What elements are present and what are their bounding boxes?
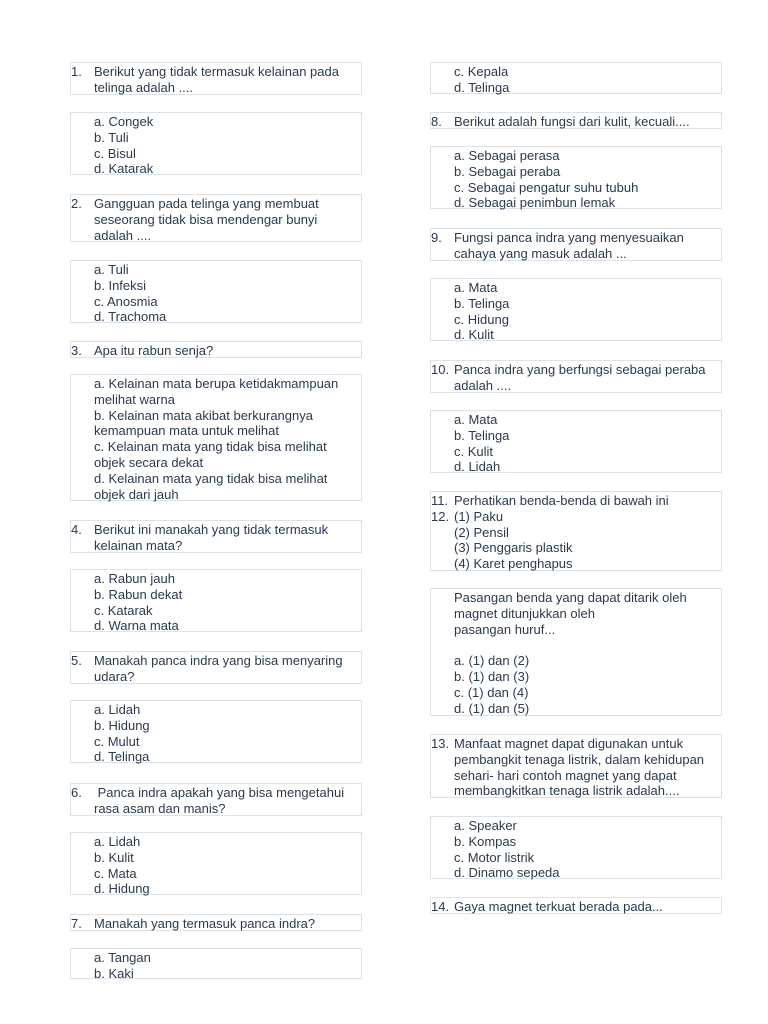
question-13	[430, 734, 722, 798]
list-item: (3) Penggaris plastik	[454, 540, 573, 556]
option-item: a. Speaker	[454, 818, 517, 833]
option-item: c. Mata	[94, 865, 137, 881]
option-item: a. Tuli	[94, 262, 129, 277]
text-line: c. (1) dan (4)	[454, 684, 529, 700]
question-text: Panca indra apakah yang bisa mengetahui rasa asam dan manis?	[94, 785, 348, 816]
question-3	[70, 341, 362, 358]
option-item: d. Sebagai penimbun lemak	[454, 195, 616, 211]
question-text: Gangguan pada telinga yang membuat seseorang tidak bisa mendengar bunyi adalah ....	[94, 196, 323, 243]
question-number: 12.	[431, 509, 450, 524]
question-number: 6.	[71, 785, 82, 800]
question-2	[70, 194, 362, 242]
option-item: c. Bisul	[94, 145, 136, 161]
question-number: 13.	[431, 736, 450, 751]
option-item: a. Tangan	[94, 950, 151, 965]
option-item: b. Telinga	[454, 427, 510, 443]
question-12-body	[430, 588, 722, 716]
option-item: d. Katarak	[94, 161, 154, 177]
option-item: b. Sebagai peraba	[454, 163, 561, 179]
question-number: 10.	[431, 362, 450, 377]
option-item: c. Hidung	[454, 311, 509, 327]
question-text: Manfaat magnet dapat digunakan untuk pembangkit tenaga listrik, dalam kehidupan sehari- hari contoh magnet yang dapat membangkitkan tenaga listrik adalah....	[454, 736, 708, 799]
question-5	[70, 651, 362, 684]
option-item: b. Rabun dekat	[94, 586, 183, 602]
question-number: 9.	[431, 230, 442, 245]
options-4	[70, 569, 362, 632]
question-number: 1.	[71, 64, 82, 79]
option-item: c. Kulit	[454, 443, 494, 459]
option-item: c. Katarak	[94, 602, 153, 618]
text-line: a. (1) dan (2)	[454, 653, 530, 669]
text-line: Pasangan benda yang dapat ditarik oleh magnet ditunjukkan oleh	[454, 590, 691, 621]
option-item: b. Kaki	[94, 965, 134, 981]
option-item: c. Kepala	[454, 64, 509, 79]
option-item: b. Infeksi	[94, 277, 147, 293]
option-item: d. Warna mata	[94, 618, 179, 634]
question-number: 7.	[71, 916, 82, 931]
option-item: d. Hidung	[94, 881, 150, 897]
options-9	[430, 278, 722, 341]
option-item: d. Kulit	[454, 327, 494, 343]
option-item: a. Kelainan mata berupa ketidakmampuan melihat warna	[94, 376, 342, 407]
question-number: 14.	[431, 899, 450, 914]
list-item: (2) Pensil	[454, 524, 509, 540]
option-item: b. Hidung	[94, 717, 150, 733]
option-item: a. Lidah	[94, 702, 141, 717]
options-6	[70, 832, 362, 895]
question-text: Berikut yang tidak termasuk kelainan pada telinga adalah ....	[94, 64, 343, 95]
option-item: a. Rabun jauh	[94, 571, 175, 586]
option-item: c. Sebagai pengatur suhu tubuh	[454, 179, 639, 195]
question-text: Perhatikan benda-benda di bawah ini	[454, 493, 669, 508]
option-item: b. Kulit	[94, 849, 134, 865]
option-item: d. Kelainan mata yang tidak bisa melihat objek dari jauh	[94, 470, 332, 502]
option-item: d. Trachoma	[94, 309, 167, 325]
question-number: 11.	[431, 493, 449, 508]
options-8	[430, 146, 722, 209]
option-item: a. Congek	[94, 114, 154, 129]
option-item: d. Lidah	[454, 459, 501, 475]
question-1	[70, 62, 362, 95]
text-line: d. (1) dan (5)	[454, 700, 530, 716]
option-item: c. Anosmia	[94, 293, 158, 309]
question-text: Berikut adalah fungsi dari kulit, kecuali....	[454, 114, 690, 129]
question-6	[70, 783, 362, 816]
question-text: Fungsi panca indra yang menyesuaikan cahaya yang masuk adalah ...	[454, 230, 688, 261]
options-3	[70, 374, 362, 501]
options-7	[70, 948, 362, 979]
question-text: Manakah yang termasuk panca indra?	[94, 916, 316, 931]
question-text: Berikut ini manakah yang tidak termasuk kelainan mata?	[94, 522, 332, 553]
option-item: a. Mata	[454, 412, 498, 427]
question-text: Gaya magnet terkuat berada pada...	[454, 899, 663, 914]
text-line: b. (1) dan (3)	[454, 668, 530, 684]
question-8	[430, 112, 722, 129]
options-5	[70, 700, 362, 763]
question-14	[430, 897, 722, 914]
option-item: b. Kompas	[454, 833, 517, 849]
question-9	[430, 228, 722, 261]
option-item: c. Motor listrik	[454, 849, 535, 865]
question-text: Panca indra yang berfungsi sebagai peraba adalah ....	[454, 362, 710, 393]
options-7b	[430, 62, 722, 94]
question-text: Manakah panca indra yang bisa menyaring udara?	[94, 653, 347, 684]
option-item: d. Telinga	[454, 79, 510, 95]
option-item: c. Kelainan mata yang tidak bisa melihat objek secara dekat	[94, 439, 331, 470]
option-item: a. Lidah	[94, 834, 141, 849]
question-number: 4.	[71, 522, 82, 537]
option-item: d. Telinga	[94, 749, 150, 765]
question-10	[430, 360, 722, 393]
text-line	[454, 637, 715, 653]
question-text: Apa itu rabun senja?	[94, 343, 214, 358]
options-1	[70, 112, 362, 175]
question-11-12	[430, 491, 722, 571]
option-item: d. Dinamo sepeda	[454, 865, 560, 881]
question-number: 8.	[431, 114, 442, 129]
question-7	[70, 914, 362, 931]
options-10	[430, 410, 722, 473]
text-line: pasangan huruf...	[454, 621, 556, 637]
option-item: c. Mulut	[94, 733, 140, 749]
question-number: 5.	[71, 653, 82, 668]
option-item: b. Tuli	[94, 129, 129, 145]
list-item: (4) Karet penghapus	[454, 556, 573, 572]
question-number: 3.	[71, 343, 82, 358]
list-item: (1) Paku	[454, 508, 504, 524]
option-item: a. Sebagai perasa	[454, 148, 560, 163]
question-number: 2.	[71, 196, 82, 211]
option-item: a. Mata	[454, 280, 498, 295]
option-item: b. Telinga	[454, 295, 510, 311]
option-item: b. Kelainan mata akibat berkurangnya kemampuan mata untuk melihat	[94, 407, 317, 439]
options-13	[430, 816, 722, 879]
question-4	[70, 520, 362, 553]
options-2	[70, 260, 362, 323]
